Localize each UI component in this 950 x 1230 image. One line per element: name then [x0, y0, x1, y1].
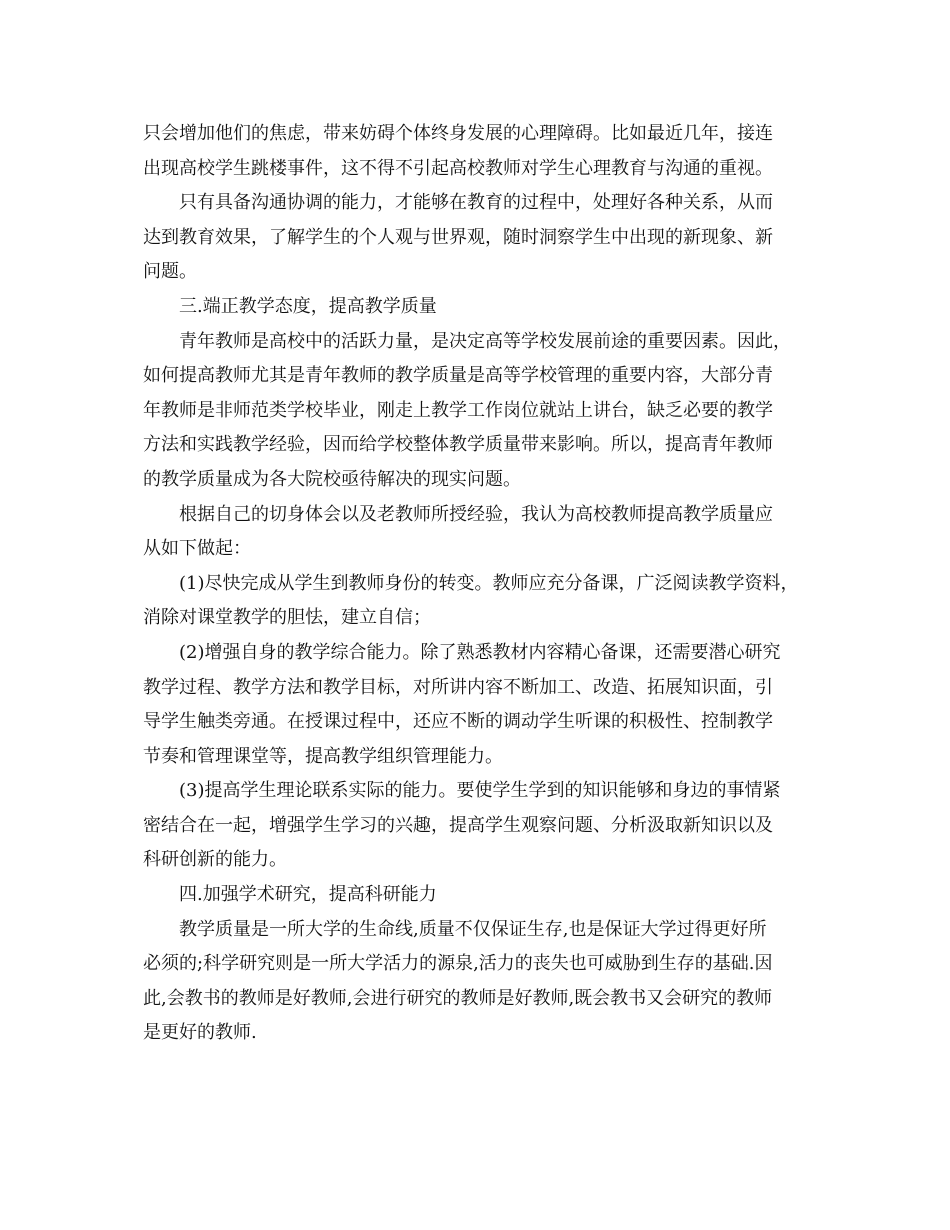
text-line: 科研创新的能力。	[143, 849, 287, 871]
text-line: 消除对课堂教学的胆怯，建立自信；	[143, 607, 431, 629]
text-line: (3)提高学生理论联系实际的能力。要使学生学到的知识能够和身边的事情紧	[179, 780, 781, 802]
text-line: 从如下做起：	[143, 538, 251, 560]
text-line: 教学过程、教学方法和教学目标，对所讲内容不断加工、改造、拓展知识面，引	[143, 676, 773, 698]
text-line: 问题。	[143, 261, 197, 283]
text-line: 教学质量是一所大学的生命线,质量不仅保证生存,也是保证大学过得更好所	[179, 918, 767, 940]
text-line: 是更好的教师.	[143, 1022, 257, 1044]
text-line: 方法和实践教学经验，因而给学校整体教学质量带来影响。所以，提高青年教师	[143, 434, 773, 456]
text-line: 年教师是非师范类学校毕业，刚走上教学工作岗位就站上讲台，缺乏必要的教学	[143, 399, 773, 421]
document-body	[143, 117, 823, 1051]
text-line: 青年教师是高校中的活跃力量，是决定高等学校发展前途的重要因素。因此，	[179, 330, 791, 352]
text-line: 的教学质量成为各大院校亟待解决的现实问题。	[143, 468, 521, 490]
text-line: 此,会教书的教师是好教师,会进行研究的教师是好教师,既会教书又会研究的教师	[143, 987, 773, 1009]
text-line: 只会增加他们的焦虑，带来妨碍个体终身发展的心理障碍。比如最近几年，接连	[143, 123, 773, 144]
text-line: 如何提高教师尤其是青年教师的教学质量是高等学校管理的重要内容，大部分青	[143, 365, 773, 387]
text-line: (2)增强自身的教学综合能力。除了熟悉教材内容精心备课，还需要潜心研究	[179, 641, 781, 663]
text-line: 导学生触类旁通。在授课过程中，还应不断的调动学生听课的积极性、控制教学	[143, 711, 773, 733]
text-line: 四.加强学术研究，提高科研能力	[179, 884, 437, 906]
text-line: 必须的;科学研究则是一所大学活力的源泉,活力的丧失也可威胁到生存的基础.因	[143, 953, 773, 975]
text-line: 只有具备沟通协调的能力，才能够在教育的过程中，处理好各种关系，从而	[179, 192, 773, 214]
text-line: 达到教育效果，了解学生的个人观与世界观，随时洞察学生中出现的新现象、新	[143, 226, 773, 248]
text-line: 根据自己的切身体会以及老教师所授经验，我认为高校教师提高教学质量应	[179, 503, 773, 525]
text-line: 密结合在一起，增强学生学习的兴趣，提高学生观察问题、分析汲取新知识以及	[143, 814, 773, 836]
text-line: 三.端正教学态度，提高教学质量	[179, 295, 437, 317]
text-line: (1)尽快完成从学生到教师身份的转变。教师应充分备课，广泛阅读教学资料，	[179, 572, 799, 594]
text-line: 节奏和管理课堂等，提高教学组织管理能力。	[143, 745, 503, 767]
text-line: 出现高校学生跳楼事件，这不得不引起高校教师对学生心理教育与沟通的重视。	[143, 157, 773, 179]
